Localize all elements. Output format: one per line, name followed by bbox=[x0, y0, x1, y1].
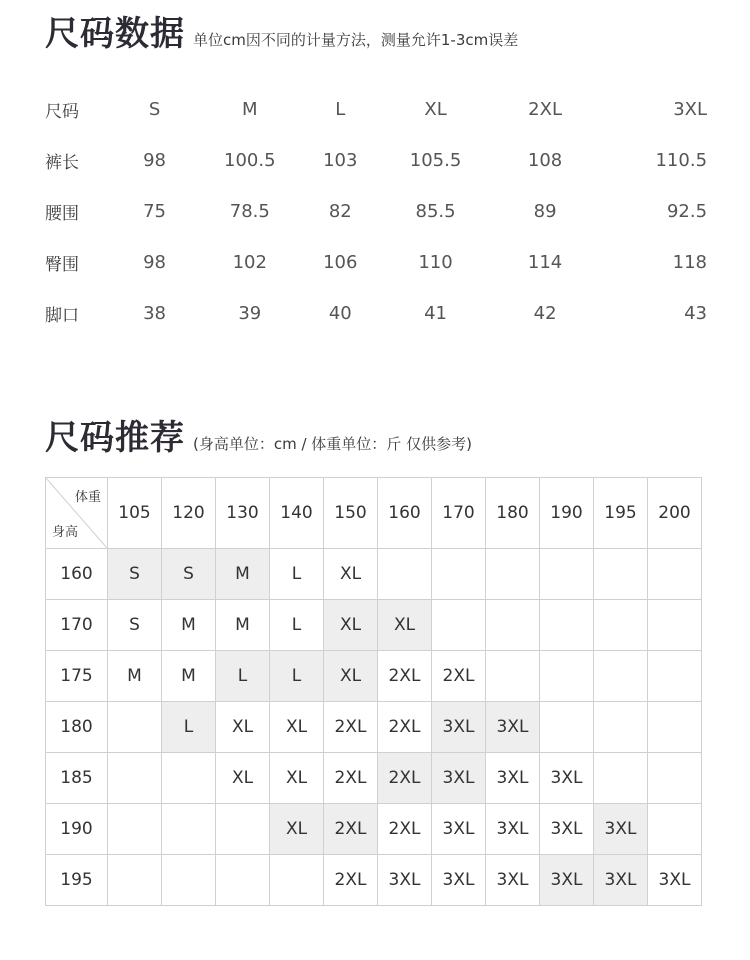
size-recommend-cell bbox=[648, 753, 702, 804]
size-recommend-cell: XL bbox=[270, 753, 324, 804]
size-recommend-header bbox=[45, 410, 472, 459]
size-recommend-cell: 2XL bbox=[324, 753, 378, 804]
height-row bbox=[46, 600, 702, 651]
size-cell: XL bbox=[424, 99, 447, 120]
size-cell: S bbox=[148, 99, 161, 120]
height-cell: 175 bbox=[46, 651, 108, 702]
size-recommend-cell bbox=[540, 702, 594, 753]
size-cell: 106 bbox=[323, 252, 358, 273]
size-recommend-title: 尺码推荐 bbox=[45, 418, 185, 458]
size-recommend-cell: M bbox=[108, 651, 162, 702]
size-recommend-cell: 2XL bbox=[432, 651, 486, 702]
size-recommend-cell bbox=[162, 855, 216, 906]
row-label: 裤长 bbox=[45, 153, 79, 173]
size-cell: 38 bbox=[143, 303, 166, 324]
size-recommend-cell bbox=[648, 549, 702, 600]
size-recommend-cell: XL bbox=[324, 549, 378, 600]
size-recommend-cell: XL bbox=[216, 702, 270, 753]
row-label: 腰围 bbox=[45, 204, 79, 224]
height-cell: 160 bbox=[46, 549, 108, 600]
row-label: 脚口 bbox=[45, 306, 79, 326]
size-recommend-cell: XL bbox=[270, 804, 324, 855]
size-recommend-cell: 2XL bbox=[324, 804, 378, 855]
size-cell: 105.5 bbox=[409, 150, 462, 171]
size-recommend-cell bbox=[108, 855, 162, 906]
size-cell: 78.5 bbox=[229, 201, 270, 222]
size-recommend-cell bbox=[648, 600, 702, 651]
weight-header-cell: 105 bbox=[108, 478, 162, 549]
size-recommend-cell bbox=[216, 804, 270, 855]
size-recommend-cell bbox=[594, 651, 648, 702]
size-recommend-cell: 3XL bbox=[486, 804, 540, 855]
size-recommend-cell bbox=[594, 600, 648, 651]
size-recommend-cell: L bbox=[216, 651, 270, 702]
height-cell: 185 bbox=[46, 753, 108, 804]
size-recommend-cell: 3XL bbox=[432, 753, 486, 804]
size-cell: 102 bbox=[232, 252, 267, 273]
size-recommend-cell bbox=[486, 600, 540, 651]
height-row bbox=[46, 753, 702, 804]
size-cell: 2XL bbox=[528, 99, 562, 120]
weight-header-cell: 170 bbox=[432, 478, 486, 549]
size-recommend-cell bbox=[270, 855, 324, 906]
measurement-row bbox=[45, 237, 715, 288]
size-recommend-cell bbox=[648, 651, 702, 702]
size-recommend-cell: 3XL bbox=[432, 804, 486, 855]
size-recommend-table bbox=[45, 477, 702, 906]
size-recommend-cell: 3XL bbox=[432, 855, 486, 906]
size-recommend-cell: 2XL bbox=[378, 702, 432, 753]
size-recommend-cell: 3XL bbox=[486, 702, 540, 753]
size-recommend-cell bbox=[378, 549, 432, 600]
size-recommend-cell: 2XL bbox=[324, 702, 378, 753]
size-recommend-cell bbox=[108, 753, 162, 804]
size-recommend-cell: M bbox=[216, 600, 270, 651]
size-recommend-cell: 2XL bbox=[378, 804, 432, 855]
size-recommend-cell: XL bbox=[324, 651, 378, 702]
size-recommend-subtitle: (身高单位：cm / 体重单位：斤 仅供参考) bbox=[193, 435, 472, 453]
size-header-row bbox=[45, 84, 715, 135]
measurement-row bbox=[45, 288, 715, 339]
size-recommend-cell: XL bbox=[324, 600, 378, 651]
height-cell: 190 bbox=[46, 804, 108, 855]
height-cell: 180 bbox=[46, 702, 108, 753]
size-cell: 114 bbox=[527, 252, 563, 273]
size-recommend-cell: S bbox=[162, 549, 216, 600]
size-recommend-cell: 3XL bbox=[594, 804, 648, 855]
size-cell: 110 bbox=[418, 252, 453, 273]
size-recommend-cell: 2XL bbox=[378, 753, 432, 804]
size-recommend-cell: 2XL bbox=[324, 855, 378, 906]
size-cell: 110.5 bbox=[655, 150, 708, 171]
size-cell: 85.5 bbox=[415, 201, 456, 222]
height-row bbox=[46, 804, 702, 855]
size-cell: 42 bbox=[533, 303, 557, 324]
measurement-row bbox=[45, 186, 715, 237]
height-cell: 195 bbox=[46, 855, 108, 906]
size-recommend-cell: 3XL bbox=[540, 804, 594, 855]
size-recommend-cell: L bbox=[270, 651, 324, 702]
size-cell: 100.5 bbox=[224, 150, 276, 171]
size-cell: 39 bbox=[238, 303, 262, 324]
size-recommend-cell bbox=[162, 753, 216, 804]
weight-header-cell: 130 bbox=[216, 478, 270, 549]
size-cell: 89 bbox=[533, 201, 557, 222]
size-recommend-cell bbox=[162, 804, 216, 855]
size-recommend-cell: 3XL bbox=[648, 855, 702, 906]
measurement-row bbox=[45, 135, 715, 186]
size-recommend-cell bbox=[486, 651, 540, 702]
size-recommend-cell: XL bbox=[378, 600, 432, 651]
size-cell: 75 bbox=[143, 201, 166, 222]
height-row bbox=[46, 651, 702, 702]
weight-header-cell: 120 bbox=[162, 478, 216, 549]
size-recommend-cell: XL bbox=[270, 702, 324, 753]
size-cell: 82 bbox=[328, 201, 352, 222]
size-recommend-cell: S bbox=[108, 600, 162, 651]
size-recommend-cell bbox=[432, 600, 486, 651]
size-recommend-cell: 3XL bbox=[486, 855, 540, 906]
size-cell: 118 bbox=[672, 252, 708, 273]
size-cell: 103 bbox=[323, 150, 358, 171]
size-recommend-cell bbox=[594, 549, 648, 600]
size-recommend-cell bbox=[108, 804, 162, 855]
weight-header-cell: 200 bbox=[648, 478, 702, 549]
size-cell: L bbox=[335, 99, 346, 120]
row-label: 臀围 bbox=[45, 255, 79, 275]
weight-header-cell: 140 bbox=[270, 478, 324, 549]
size-recommend-cell bbox=[540, 549, 594, 600]
size-recommend-cell bbox=[594, 753, 648, 804]
size-recommend-cell bbox=[486, 549, 540, 600]
size-data-table bbox=[45, 84, 715, 339]
weight-header-cell: 150 bbox=[324, 478, 378, 549]
size-recommend-cell: 3XL bbox=[540, 855, 594, 906]
size-recommend-cell: 2XL bbox=[378, 651, 432, 702]
size-recommend-cell: L bbox=[162, 702, 216, 753]
size-data-title: 尺码数据 bbox=[45, 14, 185, 54]
size-cell: 40 bbox=[328, 303, 352, 324]
size-data-header bbox=[45, 6, 518, 55]
size-recommend-cell: 3XL bbox=[594, 855, 648, 906]
size-recommend-cell bbox=[540, 651, 594, 702]
size-recommend-cell: M bbox=[216, 549, 270, 600]
size-recommend-cell: 3XL bbox=[378, 855, 432, 906]
weight-axis-label: 体重 bbox=[74, 490, 101, 505]
size-cell: 98 bbox=[143, 150, 166, 171]
weight-header-cell: 180 bbox=[486, 478, 540, 549]
size-recommend-cell: XL bbox=[216, 753, 270, 804]
weight-header-cell: 160 bbox=[378, 478, 432, 549]
size-recommend-cell bbox=[648, 804, 702, 855]
height-cell: 170 bbox=[46, 600, 108, 651]
size-cell: M bbox=[242, 99, 258, 120]
size-recommend-cell bbox=[594, 702, 648, 753]
size-cell: 98 bbox=[143, 252, 166, 273]
row-label: 尺码 bbox=[45, 102, 79, 122]
size-recommend-cell bbox=[216, 855, 270, 906]
size-data-subtitle: 单位cm因不同的计量方法，测量允许1-3cm误差 bbox=[193, 31, 519, 49]
size-recommend-cell bbox=[432, 549, 486, 600]
corner-cell bbox=[46, 478, 108, 549]
height-row bbox=[46, 549, 702, 600]
size-recommend-cell: 3XL bbox=[432, 702, 486, 753]
size-recommend-cell: L bbox=[270, 549, 324, 600]
size-recommend-cell bbox=[108, 702, 162, 753]
size-recommend-cell: S bbox=[108, 549, 162, 600]
size-recommend-cell bbox=[648, 702, 702, 753]
size-recommend-cell: L bbox=[270, 600, 324, 651]
height-row bbox=[46, 855, 702, 906]
size-recommend-cell: 3XL bbox=[486, 753, 540, 804]
weight-header-cell: 190 bbox=[540, 478, 594, 549]
weight-header-cell: 195 bbox=[594, 478, 648, 549]
size-recommend-cell: 3XL bbox=[540, 753, 594, 804]
size-cell: 43 bbox=[684, 303, 708, 324]
size-cell: 108 bbox=[527, 150, 563, 171]
size-cell: 3XL bbox=[673, 99, 708, 120]
size-recommend-cell: M bbox=[162, 600, 216, 651]
size-recommend-cell bbox=[540, 600, 594, 651]
height-row bbox=[46, 702, 702, 753]
weight-header-row bbox=[46, 478, 702, 549]
size-cell: 92.5 bbox=[666, 201, 708, 222]
height-axis-label: 身高 bbox=[52, 525, 79, 540]
size-cell: 41 bbox=[424, 303, 447, 324]
size-recommend-cell: M bbox=[162, 651, 216, 702]
